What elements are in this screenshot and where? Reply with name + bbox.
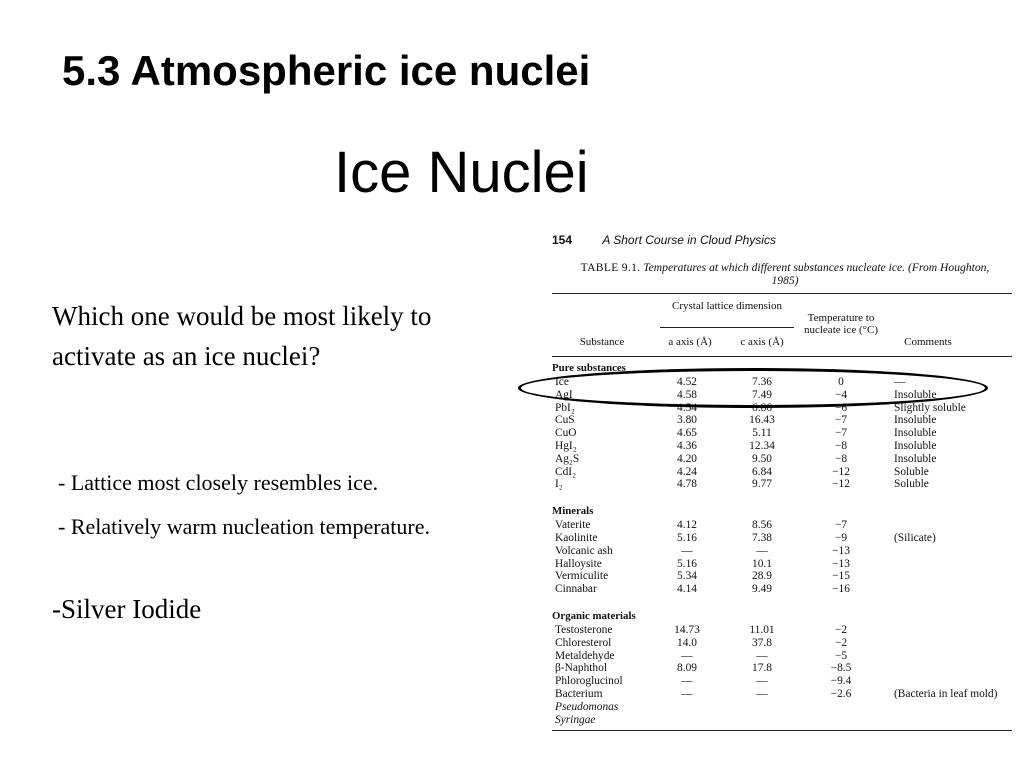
table-row [552, 532, 1012, 545]
cell-a-axis: 4.54 [677, 401, 697, 414]
cell-a-axis: 14.0 [677, 636, 697, 649]
cell-c-axis: 17.8 [752, 662, 772, 675]
cell-temperature: −13 [832, 557, 850, 570]
cell-substance: AgI [555, 388, 573, 401]
table-row [552, 688, 1012, 701]
cell-temperature: −7 [834, 427, 848, 440]
table-body [552, 361, 1012, 726]
page-header [552, 228, 1012, 252]
cell-a-axis: 4.20 [677, 452, 697, 465]
cell-temperature: −8 [834, 439, 848, 452]
cell-substance: Bacterium [555, 687, 603, 700]
cell-c-axis: 6.84 [752, 465, 772, 478]
group-title: Organic materials [552, 609, 636, 622]
answer-text: -Silver Iodide [52, 594, 202, 624]
cell-c-axis: — [756, 649, 768, 662]
header-divider [660, 327, 794, 328]
cell-comment: Insoluble [894, 414, 937, 427]
cell-c-axis: 9.50 [752, 452, 772, 465]
cell-c-axis: 5.11 [752, 427, 772, 440]
table-row [552, 545, 1012, 558]
cell-substance: CuO [555, 427, 577, 440]
cell-temperature: −13 [832, 544, 850, 557]
cell-a-axis: — [681, 675, 693, 688]
table-row [552, 427, 1012, 440]
cell-a-axis: 4.65 [677, 427, 697, 440]
cell-comment: Insoluble [894, 427, 937, 440]
ice-agi-highlight-ellipse [518, 368, 988, 408]
cell-substance: Halloysite [555, 557, 602, 570]
cell-substance: Chloresterol [555, 636, 612, 649]
cell-substance: Ag₂S [555, 452, 580, 465]
cell-a-axis: 3.80 [677, 414, 697, 427]
cell-c-axis: 8.56 [752, 519, 772, 532]
cell-c-axis: — [756, 544, 768, 557]
cell-substance: Kaolinite [555, 531, 598, 544]
cell-a-axis: 5.16 [677, 531, 697, 544]
table-row [552, 440, 1012, 453]
cell-a-axis: 4.52 [677, 376, 697, 388]
group-gap [552, 596, 1012, 605]
cell-comment: Slightly soluble [894, 401, 966, 414]
cell-substance: CdI₂ [555, 465, 577, 478]
cell-temperature: −16 [832, 583, 850, 596]
table-row [552, 624, 1012, 637]
cell-comment: (Bacteria in leaf mold) [894, 687, 998, 700]
cell-comment: — [894, 376, 906, 388]
cell-temperature: −9.4 [830, 675, 852, 688]
header-temperature: Temperature to nucleate ice (°C) [803, 312, 879, 336]
group-title: Pure substances [552, 362, 626, 374]
cell-a-axis: 8.09 [677, 662, 697, 675]
cell-substance: HgI₂ [555, 439, 577, 452]
cell-c-axis: 11.01 [749, 623, 775, 636]
table-header [552, 293, 1012, 357]
table-row [552, 466, 1012, 479]
table-row-continuation: Pseudomonas [555, 700, 619, 713]
cell-temperature: −2 [834, 623, 848, 636]
cell-substance: Volcanic ash [555, 544, 613, 557]
cell-c-axis: — [756, 675, 768, 688]
cell-substance: Testosterone [555, 623, 613, 636]
cell-substance: I₂ [555, 478, 563, 491]
textbook-table-excerpt [552, 228, 1012, 731]
cell-substance: Vermiculite [555, 570, 609, 583]
cell-c-axis: 7.38 [752, 531, 772, 544]
cell-a-axis: 4.78 [677, 478, 697, 491]
table-row [552, 570, 1012, 583]
cell-comment: Insoluble [894, 452, 937, 465]
reason-temperature: - Relatively warm nucleation temperature. [58, 514, 431, 539]
cell-temperature: −9 [834, 531, 848, 544]
header-comments: Comments [904, 336, 952, 348]
cell-a-axis: — [681, 544, 693, 557]
caption-label: TABLE 9.1. [580, 261, 641, 274]
cell-temperature: −7 [834, 414, 848, 427]
cell-temperature: −5 [834, 649, 848, 662]
cell-temperature: −6 [834, 401, 848, 414]
cell-temperature: −8 [834, 452, 848, 465]
cell-substance: Ice [555, 376, 569, 388]
reason-lattice: - Lattice most closely resembles ice. [58, 470, 379, 495]
cell-temperature: −7 [834, 519, 848, 532]
table-caption [552, 261, 1012, 287]
header-crystal-lattice: Crystal lattice dimension [672, 300, 782, 312]
table-row [552, 453, 1012, 466]
cell-c-axis: 6.86 [752, 401, 772, 414]
cell-substance: Metaldehyde [555, 649, 615, 662]
group-title: Minerals [552, 505, 594, 518]
header-c-axis: c axis (Å) [740, 336, 784, 348]
header-a-axis: a axis (Å) [668, 336, 712, 348]
cell-a-axis: 4.12 [677, 519, 697, 532]
cell-a-axis: 4.58 [677, 388, 697, 401]
table-row [552, 637, 1012, 650]
cell-c-axis: — [756, 687, 768, 700]
cell-c-axis: 28.9 [752, 570, 772, 583]
cell-c-axis: 9.77 [752, 478, 772, 491]
cell-c-axis: 37.8 [752, 636, 772, 649]
cell-a-axis: — [681, 687, 693, 700]
table-row [552, 650, 1012, 663]
cell-temperature: −2.6 [830, 687, 852, 700]
table-row [552, 478, 1012, 491]
cell-temperature: −8.5 [830, 662, 852, 675]
cell-a-axis: 4.36 [677, 439, 697, 452]
cell-a-axis: 5.34 [677, 570, 697, 583]
cell-c-axis: 16.43 [749, 414, 775, 427]
cell-temperature: −15 [832, 570, 850, 583]
cell-comment: Soluble [894, 465, 929, 478]
cell-c-axis: 12.34 [749, 439, 775, 452]
table-row-continuation: Syringae [555, 713, 596, 726]
cell-temperature: −12 [832, 478, 850, 491]
cell-temperature: −12 [832, 465, 850, 478]
table-bottom-rule [552, 730, 1012, 731]
cell-temperature: −4 [834, 388, 848, 401]
table-row [552, 675, 1012, 688]
cell-a-axis: 14.73 [674, 623, 700, 636]
cell-c-axis: 9.49 [752, 583, 772, 596]
cell-temperature: 0 [838, 376, 844, 388]
header-substance: Substance [579, 336, 625, 348]
cell-substance: CuS [555, 414, 575, 427]
cell-temperature: −2 [834, 636, 848, 649]
cell-substance: β-Naphthol [555, 662, 607, 675]
cell-c-axis: 7.49 [752, 388, 772, 401]
cell-a-axis: — [681, 649, 693, 662]
cell-substance: Cinnabar [555, 583, 597, 596]
cell-c-axis: 10.1 [752, 557, 772, 570]
cell-a-axis: 4.24 [677, 465, 697, 478]
table-row [552, 662, 1012, 675]
question-text: Which one would be most likely to activate as an ice nuclei? [52, 301, 432, 371]
cell-substance: PbI₂ [555, 401, 575, 414]
cell-c-axis: 7.36 [752, 376, 772, 388]
section-title: 5.3 Atmospheric ice nuclei [62, 47, 591, 94]
table-row [552, 583, 1012, 596]
page-number: 154 [552, 233, 573, 247]
cell-a-axis: 4.14 [677, 583, 697, 596]
table-row [552, 558, 1012, 571]
cell-substance: Vaterite [555, 519, 591, 532]
cell-substance: Phloroglucinol [555, 675, 623, 688]
cell-comment: Insoluble [894, 388, 937, 401]
table-row [552, 414, 1012, 427]
cell-comment: Soluble [894, 478, 929, 491]
caption-text: Temperatures at which different substances nucleate ice. (From Houghton, 1985) [643, 261, 990, 287]
cell-comment: Insoluble [894, 439, 937, 452]
group-gap [552, 491, 1012, 500]
book-title: A Short Course in Cloud Physics [602, 233, 776, 247]
cell-a-axis: 5.16 [677, 557, 697, 570]
cell-comment: (Silicate) [894, 531, 936, 544]
table-row [552, 519, 1012, 532]
slide-title: Ice Nuclei [334, 140, 589, 205]
